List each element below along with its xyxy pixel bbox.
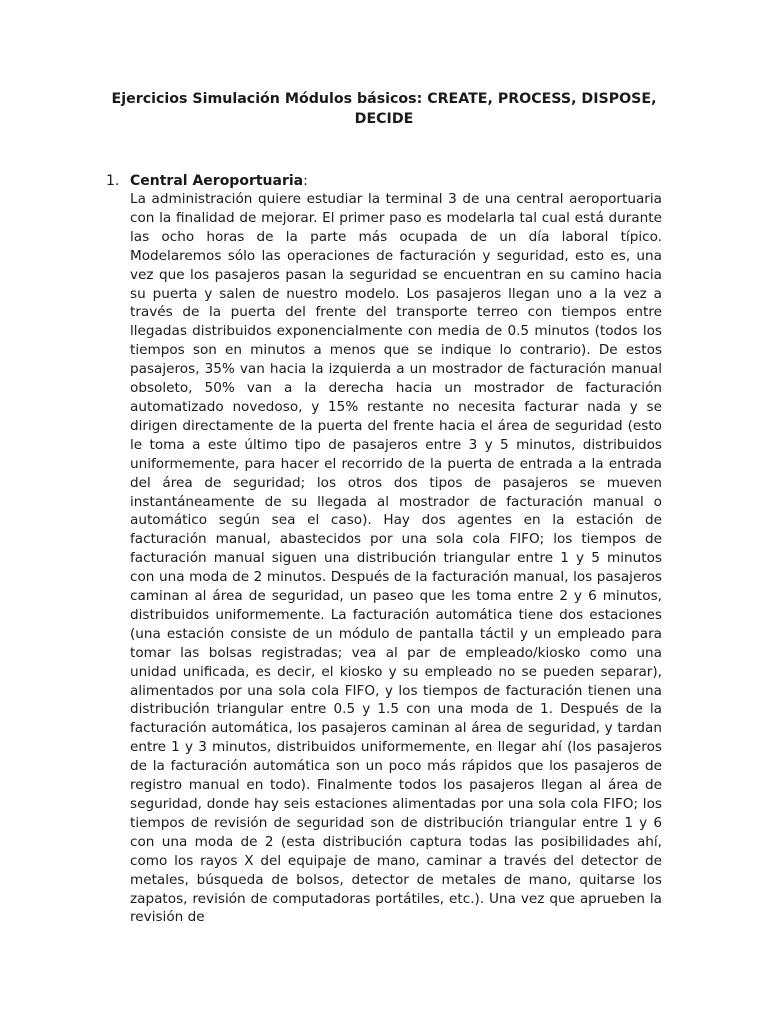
section-body-paragraph: La administración quiere estudiar la terminal 3 de una central aeroportuaria con la finalidad de mejorar. El primer paso es modelarla tal cual está durante las ocho horas de la parte más ocupada de un día laboral típico. Modelaremos sólo las operaciones de facturación y seguridad, esto es, una vez que los pasajeros pasan la seguridad se encuentran en su camino hacia su puerta y salen de nuestro modelo. Los pasajeros llegan uno a la vez a través de la puerta del frente del transporte terreo con tiempos entre llegadas distribuidos exponencialmente con media de 0.5 minutos (todos los tiempos son en minutos a menos que se indique lo contrario). De estos pasajeros, 35% van hacia la izquierda a un mostrador de facturación manual obsoleto, 50% van a la derecha hacia un mostrador de facturación automatizado novedoso, y 15% restante no necesita facturar nada y se dirigen directamente de la puerta del frente hacia el área de seguridad (esto le toma a este último tipo de pasajeros entre 3 y 5 minutos, distribuidos uniformemente, para hacer el recorrido de la puerta de entrada a la entrada del área de seguridad; los otros dos tipos de pasajeros se mueven instantáneamente de su llegada al mostrador de facturación manual o automático según sea el caso). Hay dos agentes en la estación de facturación manual, abastecidos por una sola cola FIFO; los tiempos de facturación manual siguen una distribución triangular entre 1 y 5 minutos con una moda de 2 minutos. Después de la facturación manual, los pasajeros caminan al área de seguridad, un paseo que les toma entre 2 y 6 minutos, distribuidos uniformemente. La facturación automática tiene dos estaciones (una estación consiste de un módulo de pantalla táctil y un empleado para tomar las bolsas registradas; vea al par de empleado/kiosko como una unidad unificada, es decir, el kiosko y su empleado no se pueden separar), alimentados por una sola cola FIFO, y los tiempos de facturación tienen una distribución triangular entre 0.5 y 1.5 con una moda de 1. Después de la facturación automática, los pasajeros caminan al área de seguridad, y tardan entre 1 y 3 minutos, distribuidos uniformemente, en llegar ahí (los pasajeros de la facturación automática son un poco más rápidos que los pasajeros de registro manual en todo). Finalmente todos los pasajeros llegan al área de seguridad, donde hay seis estaciones alimentadas por una sola cola FIFO; los tiempos de revisión de seguridad son de distribución triangular entre 1 y 6 con una moda de 2 (esta distribución captura todas las posibilidades ahí, como los rayos X del equipaje de mano, caminar a través del detector de metales, búsqueda de bolsos, detector de metales de mano, quitarse los zapatos, revisión de computadoras portátiles, etc.). Una vez que aprueben la revisión de (130, 191, 662, 926)
section-heading-name: Central Aeroportuaria (130, 173, 304, 189)
section-heading-colon: : (303, 173, 308, 189)
section-heading (130, 172, 308, 191)
list-number: 1. (106, 173, 120, 189)
document-title: Ejercicios Simulación Módulos básicos: CREATE, PROCESS, DISPOSE, DECIDE (111, 91, 657, 127)
